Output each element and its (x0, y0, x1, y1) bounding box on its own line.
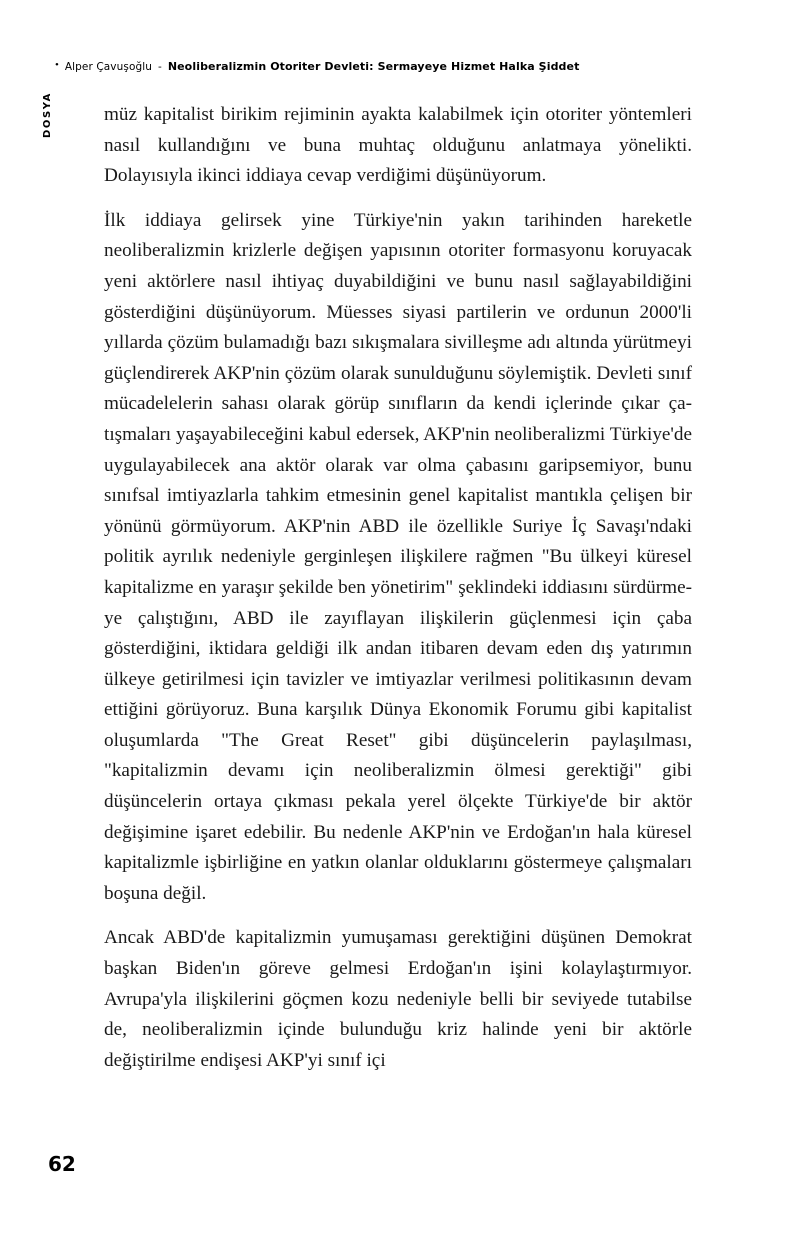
page-number: 62 (48, 1152, 76, 1176)
running-head-separator: - (158, 60, 162, 73)
paragraph: Ancak ABD'de kapitalizmin yumuşaması gerektiğini düşünen Demokrat başkan Biden'ın göreve gelmesi Erdoğan'ın işini kolaylaştırmıyor. Avrupa'yla ilişkilerini göçmen kozu nedeniyle belli bir seviyede tutabilse de, neoliberalizmin içinde bulunduğu kriz halinde yeni bir aktörle değiştirilme endişesi AKP'yi sınıf içi (104, 927, 692, 1071)
body-text (104, 100, 692, 1076)
paragraph: İlk iddiaya gelirsek yine Türkiye'nin yakın tarihinden hareketle neoliberalizmin krizlerle değişen yapısının otoriter formasyonu koruyacak yeni aktörlere nasıl ihtiyaç duyabildiğini ve bunu nasıl sağlayabildiğini gösterdiğini düşünüyorum. Müesses siyasi partilerin ve ordunun 2000'li yıllarda çözüm bulamadığı bazı sıkışmalara sivilleşme adı altında yürütmeyi güçlendirerek AKP'nin çözüm olarak sunulduğunu söylemiştik. Devleti sınıf mücadelelerin sahası olarak görüp sınıfların da kendi içlerinde çıkar çatışmaları yaşayabileceğini kabul edersek, AKP'nin neoliberalizmi Türkiye'de uygulayabilecek ana aktör olarak var olma çabasını garipsemiyor, bunu sınıfsal imtiyazlarla tahkim etmesinin genel kapitalist mantıkla çelişen bir yönünü görmüyorum. AKP'nin ABD ile özellikle Suriye İç Savaşı'ndaki politik ayrılık nedeniyle gerginleşen ilişkilere rağmen "Bu ülkeyi küresel kapitalizme en yaraşır şekilde ben yönetirim" şeklindeki iddiasını sürdürmeye çalıştığını, ABD ile zayıflayan ilişkilerin güçlenmesi için çaba gösterdiğini, iktidara geldiği ilk andan itibaren devam eden dış yatırımın ülkeye getirilmesi için tavizler ve imtiyazlar verilmesi politikasının devam ettiğini görüyoruz. Buna karşılık Dünya Ekonomik Forumu gibi kapitalist oluşumlarda "The Great Reset" gibi düşüncelerin paylaşılması, "kapitalizmin devamı için neoliberalizmin ölmesi gerektiği" gibi düşüncelerin ortaya çıkması pekala yerel ölçekte Türkiye'de bir aktör değişimine işaret edebilir. Bu nedenle AKP'nin ve Erdoğan'ın hala küresel kapitalizmle işbirliğine en yatkın olanlar olduklarını göstermeye çalışmaları boşuna değil. (104, 209, 692, 904)
running-head-title: Neoliberalizmin Otoriter Devleti: Sermayeye Hizmet Halka Şiddet (167, 60, 580, 73)
running-head (55, 60, 695, 73)
section-tab (36, 92, 58, 176)
section-tab-label: DOSYA (41, 92, 53, 139)
bullet-icon: • (55, 59, 59, 71)
paragraph: müz kapitalist birikim rejiminin ayakta kalabilmek için otoriter yöntemleri nasıl kullandığını ve buna muhtaç olduğunu anlatmaya yönelikti. Dolayısıyla ikinci iddiaya cevap verdiğimi düşünüyorum. (104, 104, 692, 187)
running-head-author: Alper Çavuşoğlu (64, 60, 153, 73)
